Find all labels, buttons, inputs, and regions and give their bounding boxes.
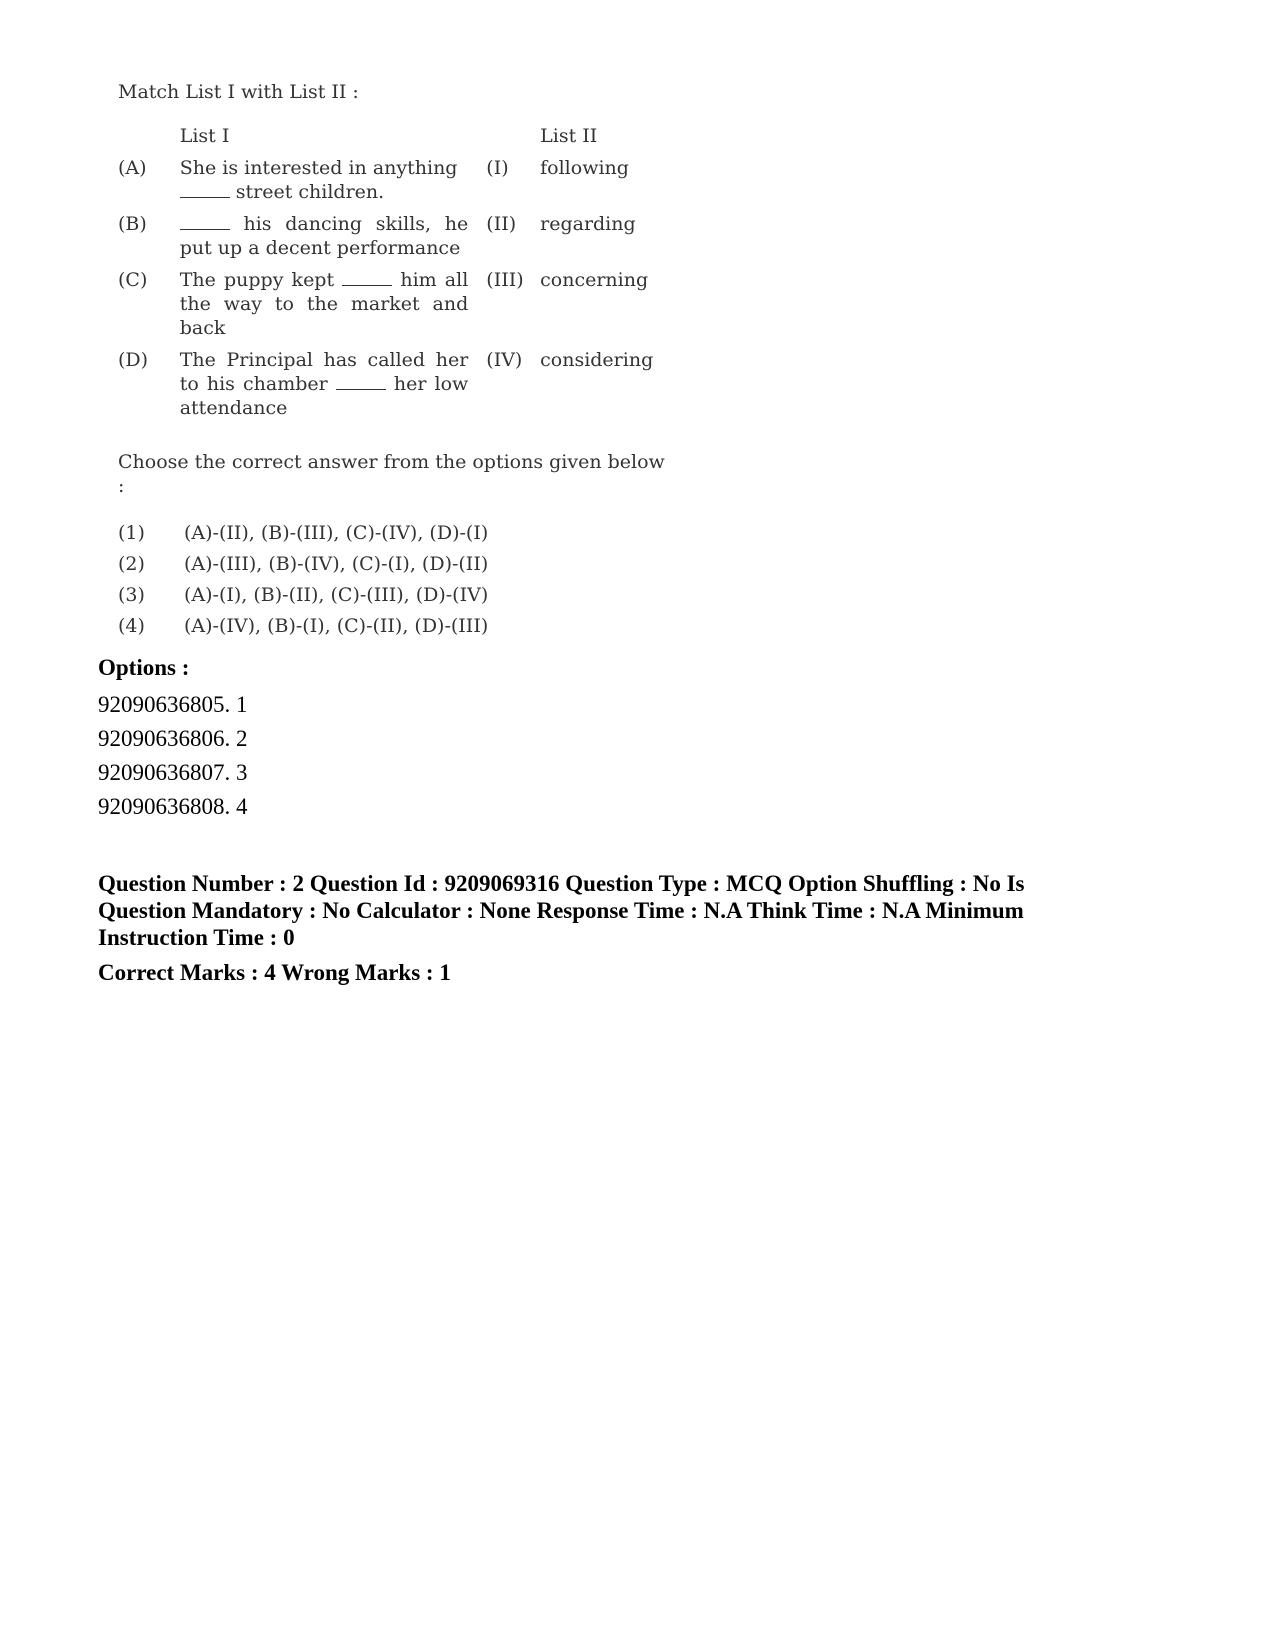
question-meta: Question Number : 2 Question Id : 9209069316 Question Type : MCQ Option Shuffling : No Is Question Mandatory : No Calculator : None Response Time : N.A Think Time : N.A Minimum Instruction Time : 0 — [98, 871, 1025, 950]
row-word: following — [540, 157, 629, 179]
answer-number: (4) — [118, 615, 145, 637]
match-row — [118, 268, 670, 348]
answer-row — [118, 611, 670, 642]
row-word: concerning — [540, 269, 649, 291]
row-word: regarding — [540, 213, 636, 235]
question-intro: Match List I with List II : — [118, 81, 359, 103]
question-image — [110, 80, 670, 642]
answer-number: (1) — [118, 522, 145, 544]
option-item: 92090636806. 2 — [98, 726, 248, 751]
row-letter: (C) — [118, 269, 148, 291]
answer-list — [118, 518, 670, 642]
row-text: The Principal has called her to his chamber her low attendance — [179, 349, 469, 419]
list2-header: List II — [540, 125, 598, 147]
answer-number: (2) — [118, 553, 145, 575]
row-word: considering — [540, 349, 654, 371]
row-letter: (B) — [118, 213, 147, 235]
row-text: The puppy kept him all the way to the market and back — [179, 269, 469, 339]
row-letter: (A) — [118, 157, 147, 179]
answer-row — [118, 580, 670, 611]
blank-line — [180, 215, 230, 230]
option-list — [98, 688, 248, 824]
option-item: 92090636807. 3 — [98, 760, 248, 785]
option-item: 92090636805. 1 — [98, 692, 248, 717]
row-numeral: (I) — [486, 157, 509, 179]
row-numeral: (IV) — [486, 349, 523, 371]
match-table-header — [118, 124, 670, 156]
row-text: She is interested in anything street children. — [179, 157, 458, 203]
match-row — [118, 212, 670, 268]
row-numeral: (II) — [486, 213, 517, 235]
answer-text: (A)-(I), (B)-(II), (C)-(III), (D)-(IV) — [184, 584, 489, 606]
answer-number: (3) — [118, 584, 145, 606]
answer-text: (A)-(II), (B)-(III), (C)-(IV), (D)-(I) — [184, 522, 489, 544]
marks-info: Correct Marks : 4 Wrong Marks : 1 — [98, 960, 451, 985]
list1-header: List I — [179, 125, 230, 147]
choose-instruction: Choose the correct answer from the options given below : — [118, 451, 665, 497]
blank-line — [342, 271, 392, 286]
match-row — [118, 156, 670, 212]
options-heading: Options : — [98, 655, 190, 680]
option-item: 92090636808. 4 — [98, 794, 248, 819]
answer-row — [118, 518, 670, 549]
answer-text: (A)-(III), (B)-(IV), (C)-(I), (D)-(II) — [184, 553, 489, 575]
blank-line — [180, 183, 230, 198]
row-text: his dancing skills, he put up a decent performance — [179, 213, 469, 259]
row-letter: (D) — [118, 349, 149, 371]
match-row — [118, 348, 670, 428]
match-table — [118, 124, 670, 428]
blank-line — [336, 375, 386, 390]
row-numeral: (III) — [486, 269, 524, 291]
answer-row — [118, 549, 670, 580]
answer-text: (A)-(IV), (B)-(I), (C)-(II), (D)-(III) — [184, 615, 489, 637]
